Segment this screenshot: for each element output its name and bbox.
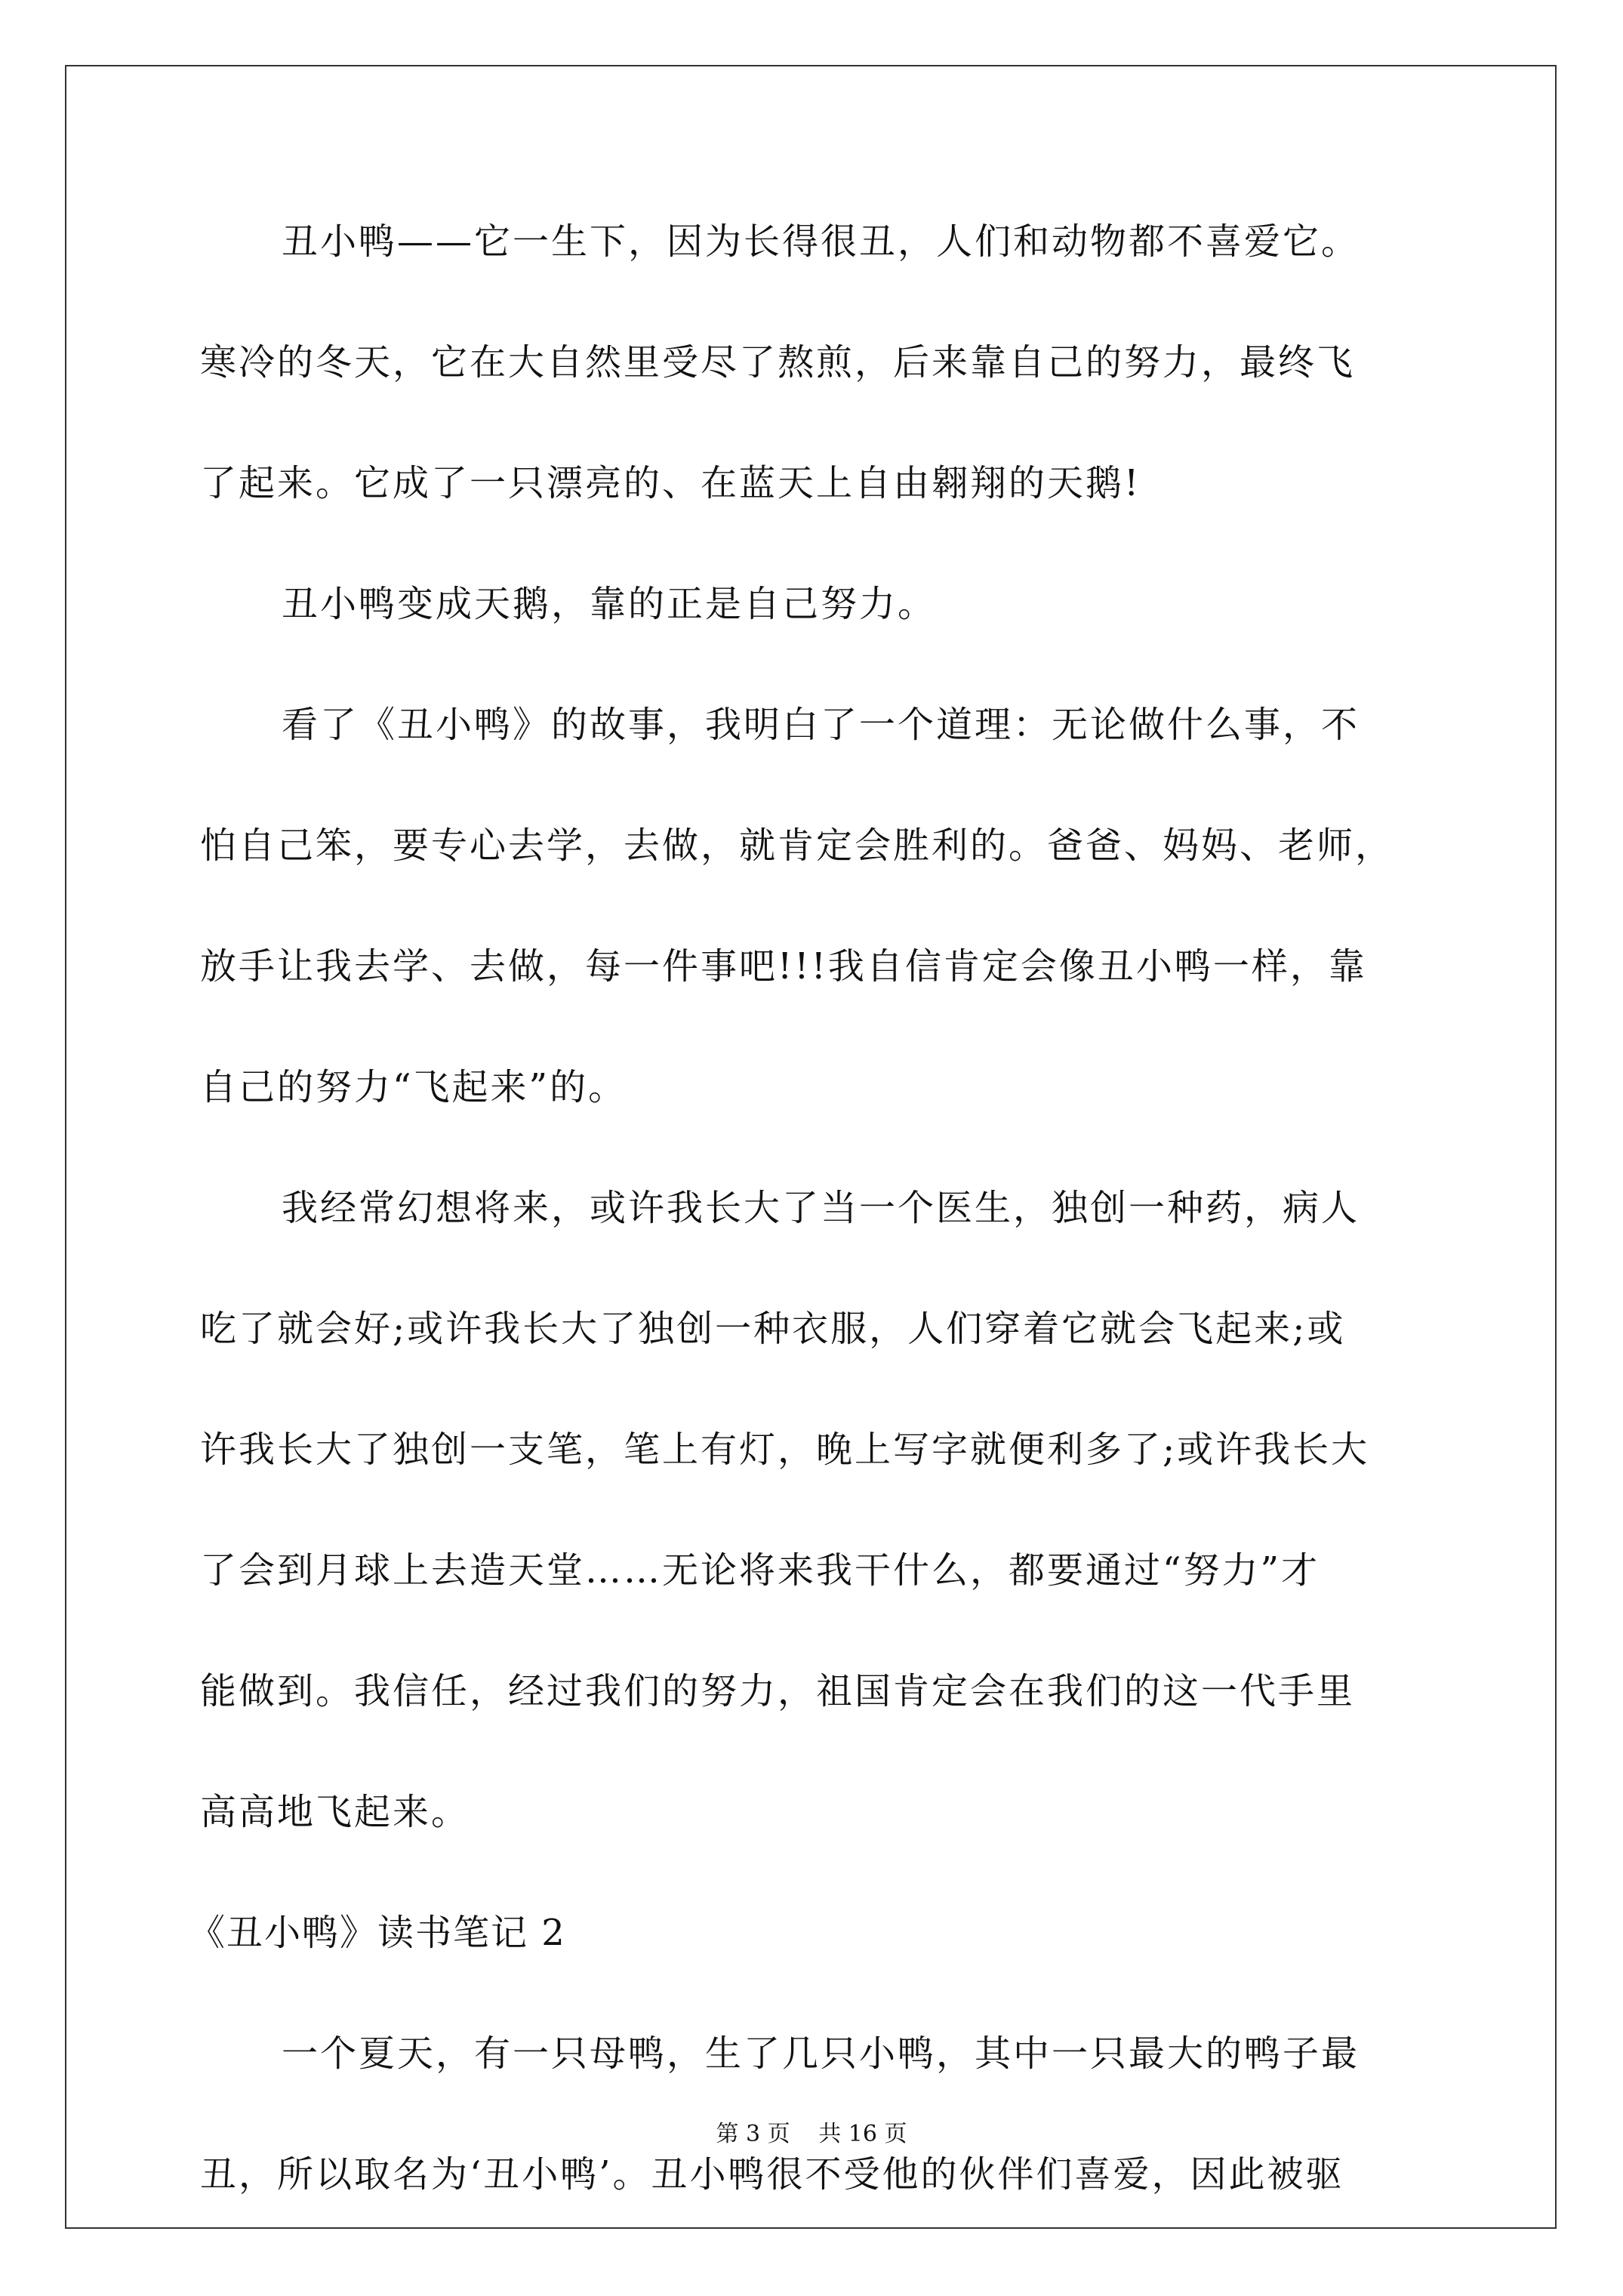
text-line: 寒冷的冬天，它在大自然里受尽了熬煎，后来靠自己的努力，最终飞 xyxy=(200,341,1356,384)
text-line: 了起来。它成了一只漂亮的、在蓝天上自由翱翔的天鹅! xyxy=(200,462,1141,504)
text-line: 高高地飞起来。 xyxy=(200,1791,470,1833)
page-total: 共 16 页 xyxy=(818,2121,907,2147)
page-number: 第 3 页 xyxy=(716,2121,790,2147)
paragraph-3 xyxy=(200,695,1438,1178)
text-line: 怕自己笨，要专心去学，去做，就肯定会胜利的。爸爸、妈妈、老师， xyxy=(200,824,1394,867)
page-footer xyxy=(0,2119,1623,2150)
text-line: 丑小鸭——它一生下，因为长得很丑，人们和动物都不喜爱它。 xyxy=(282,220,1360,263)
text-line: 自己的努力“飞起来”的。 xyxy=(200,1066,627,1108)
text-line: 能做到。我信任，经过我们的努力，祖国肯定会在我们的这一代手里 xyxy=(200,1670,1356,1712)
text-line: 吃了就会好;或许我长大了独创一种衣服，人们穿着它就会飞起来;或 xyxy=(200,1308,1346,1350)
document-body xyxy=(189,211,1438,2265)
paragraph-1 xyxy=(200,211,1438,574)
text-line: 我经常幻想将来，或许我长大了当一个医生，独创一种药，病人 xyxy=(282,1187,1360,1229)
text-line: 许我长大了独创一支笔，笔上有灯，晚上写字就便利多了;或许我长大 xyxy=(200,1428,1370,1471)
paragraph-2 xyxy=(200,574,1438,695)
paragraph-4 xyxy=(200,1178,1438,1903)
section-heading: 《丑小鸭》读书笔记 2 xyxy=(189,1912,566,1954)
text-line: 丑，所以取名为‘丑小鸭’。丑小鸭很不受他的伙伴们喜爱，因此被驱 xyxy=(200,2153,1344,2196)
text-line: 看了《丑小鸭》的故事，我明白了一个道理：无论做什么事，不 xyxy=(282,704,1360,746)
text-line: 放手让我去学、去做，每一件事吧!!!我自信肯定会像丑小鸭一样，靠 xyxy=(200,945,1367,988)
text-line: 一个夏天，有一只母鸭，生了几只小鸭，其中一只最大的鸭子最 xyxy=(282,2032,1360,2075)
text-line: 了会到月球上去造天堂……无论将来我干什么，都要通过“努力”才 xyxy=(200,1549,1320,1592)
text-line: 丑小鸭变成天鹅，靠的正是自己努力。 xyxy=(282,583,937,625)
